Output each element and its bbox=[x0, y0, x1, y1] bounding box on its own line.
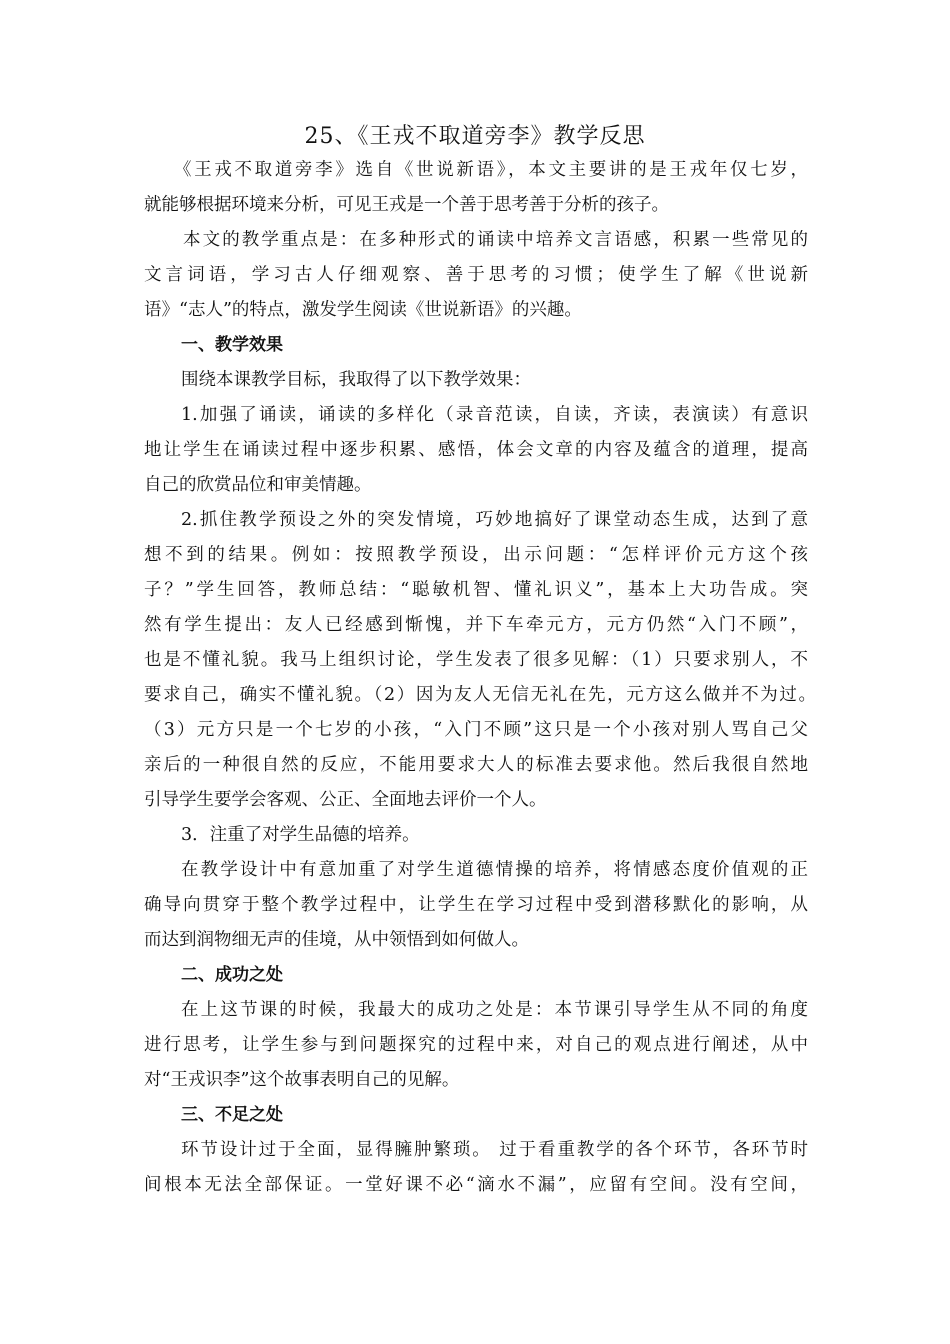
paragraph-line: 在上这节课的时候，我最大的成功之处是：本节课引导学生从不同的角度 bbox=[181, 1000, 808, 1020]
paragraph-line: 2.抓住教学预设之外的突发情境，巧妙地搞好了课堂动态生成，达到了意 bbox=[181, 510, 808, 530]
paragraph-line: 在教学设计中有意加重了对学生道德情操的培养，将情感态度价值观的正 bbox=[181, 860, 808, 880]
paragraph-line: 围绕本课教学目标，我取得了以下教学效果： bbox=[181, 370, 531, 390]
paragraph-line: 文言词语，学习古人仔细观察、善于思考的习惯；使学生了解《世说新 bbox=[144, 265, 808, 285]
paragraph-line: 1.加强了诵读，诵读的多样化（录音范读，自读，齐读，表演读）有意识 bbox=[181, 405, 808, 425]
paragraph-line: （3）元方只是一个七岁的小孩，“入门不顾”这只是一个小孩对别人骂自己父 bbox=[144, 720, 808, 740]
paragraph-line: 就能够根据环境来分析，可见王戎是一个善于思考善于分析的孩子。 bbox=[144, 195, 669, 215]
paragraph-line: 引导学生要学会客观、公正、全面地去评价一个人。 bbox=[144, 790, 547, 810]
paragraph-line: 确导向贯穿于整个教学过程中，让学生在学习过程中受到潜移默化的影响，从 bbox=[144, 895, 808, 915]
paragraph-line: 要求自己，确实不懂礼貌。（2）因为友人无信无礼在先，元方这么做并不为过。 bbox=[144, 685, 816, 705]
paragraph-line: 对“王戎识李”这个故事表明自己的见解。 bbox=[144, 1070, 460, 1090]
paragraph-line: 语》“志人”的特点，激发学生阅读《世说新语》的兴趣。 bbox=[144, 300, 582, 320]
paragraph-line: 而达到润物细无声的佳境，从中领悟到如何做人。 bbox=[144, 930, 529, 950]
paragraph-line: 进行思考，让学生参与到问题探究的过程中来，对自己的观点进行阐述，从中 bbox=[144, 1035, 808, 1055]
paragraph-line: 也是不懂礼貌。我马上组织讨论，学生发表了很多见解：（1）只要求别人，不 bbox=[144, 650, 808, 670]
paragraph-line: 《王戎不取道旁李》选自《世说新语》，本文主要讲的是王戎年仅七岁， bbox=[174, 160, 808, 180]
paragraph-line: 子？”学生回答，教师总结：“聪敏机智、懂礼识义”，基本上大功告成。突 bbox=[144, 580, 808, 600]
paragraph-line: 然有学生提出：友人已经感到惭愧，并下车牵元方，元方仍然“入门不顾”， bbox=[144, 615, 808, 635]
section-heading: 二、成功之处 bbox=[181, 965, 283, 985]
document-title: 25、《王戎不取道旁李》教学反思 bbox=[304, 124, 646, 149]
paragraph-line: 自己的欣赏品位和审美情趣。 bbox=[144, 475, 372, 495]
paragraph-line: 想不到的结果。例如：按照教学预设，出示问题：“怎样评价元方这个孩 bbox=[144, 545, 808, 565]
paragraph-line: 3．注重了对学生品德的培养。 bbox=[181, 825, 420, 845]
paragraph-line: 亲后的一种很自然的反应，不能用要求大人的标准去要求他。然后我很自然地 bbox=[144, 755, 808, 775]
paragraph-line: 间根本无法全部保证。一堂好课不必“滴水不漏”，应留有空间。没有空间， bbox=[144, 1175, 808, 1195]
paragraph-line: 本文的教学重点是：在多种形式的诵读中培养文言语感，积累一些常见的 bbox=[183, 230, 808, 250]
paragraph-line: 环节设计过于全面，显得臃肿繁琐。 过于看重教学的各个环节，各环节时 bbox=[181, 1140, 808, 1160]
section-heading: 三、不足之处 bbox=[181, 1105, 283, 1125]
section-heading: 一、教学效果 bbox=[181, 335, 283, 355]
paragraph-line: 地让学生在诵读过程中逐步积累、感悟，体会文章的内容及蕴含的道理，提高 bbox=[144, 440, 808, 460]
